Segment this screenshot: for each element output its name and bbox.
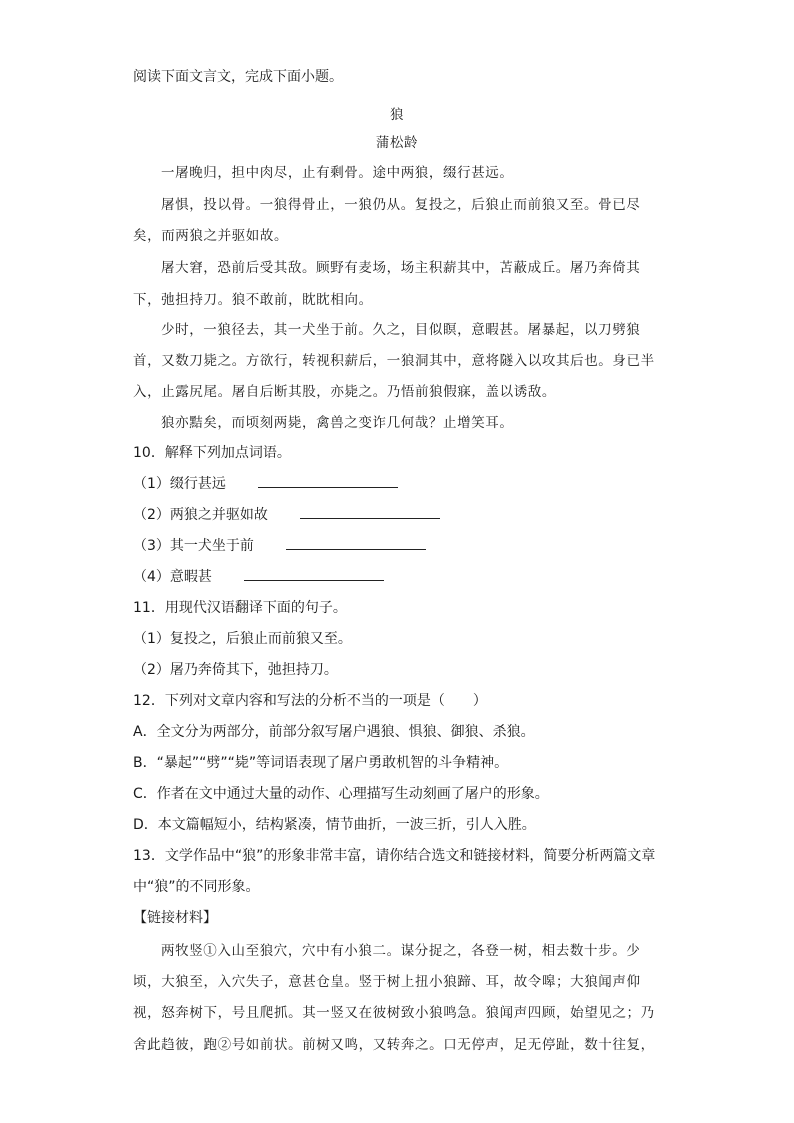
question-10-item [133, 566, 384, 586]
question-13-stem: 13．文学作品中“狼”的形象非常丰富，请你结合选文和链接材料，简要分析两篇文章 [133, 848, 656, 864]
question-12-option-c: C．作者在文中通过大量的动作、心理描写生动刻画了屠户的形象。 [133, 786, 549, 802]
link-material-heading: 【链接材料】 [133, 910, 217, 926]
question-11-stem: 11．用现代汉语翻译下面的句子。 [133, 600, 347, 616]
article-line: 下，弛担持刀。狼不敢前，眈眈相向。 [133, 292, 373, 308]
answer-blank[interactable] [258, 473, 398, 488]
article-line: 入，止露尻尾。屠自后断其股，亦毙之。乃悟前狼假寐，盖以诱敌。 [133, 384, 556, 400]
question-10-stem: 10．解释下列加点词语。 [133, 445, 291, 461]
reading-instruction: 阅读下面文言文，完成下面小题。 [133, 69, 343, 85]
link-material-line: 视，怒奔树下，号且爬抓。其一竖又在彼树致小狼鸣急。狼闻声四顾，始望见之；乃 [133, 1005, 655, 1021]
question-12-option-d: D．本文篇幅短小，结构紧凑，情节曲折，一波三折，引人入胜。 [133, 817, 536, 833]
question-10-item-label: （2）两狼之并驱如故 [133, 507, 268, 523]
question-10-item [133, 535, 426, 555]
question-12-stem: 12．下列对文章内容和写法的分析不当的一项是（ ） [133, 693, 487, 709]
article-title: 狼 [389, 107, 405, 123]
question-13-stem: 中“狼”的不同形象。 [133, 879, 260, 895]
question-10-item-label: （1）缀行甚远 [133, 476, 226, 492]
article-line: 一屠晚归，担中肉尽，止有剩骨。途中两狼，缀行甚远。 [161, 165, 514, 181]
article-line: 少时，一狼径去，其一犬坐于前。久之，目似瞑，意暇甚。屠暴起，以刀劈狼 [161, 322, 641, 338]
question-10-item [133, 473, 398, 493]
question-11-item: （1）复投之，后狼止而前狼又至。 [133, 631, 352, 647]
question-12-option-a: A．全文分为两部分，前部分叙写屠户遇狼、惧狼、御狼、杀狼。 [133, 724, 535, 740]
article-line: 首，又数刀毙之。方欲行，转视积薪后，一狼洞其中，意将隧入以攻其后也。身已半 [133, 353, 655, 369]
article-line: 屠惧，投以骨。一狼得骨止，一狼仍从。复投之，后狼止而前狼又至。骨已尽 [161, 197, 641, 213]
link-material-line: 舍此趋彼，跑②号如前状。前树又鸣，又转奔之。口无停声，足无停趾，数十往复， [133, 1037, 655, 1053]
question-10-item-label: （4）意暇甚 [133, 569, 212, 585]
question-11-item: （2）屠乃奔倚其下，弛担持刀。 [133, 662, 338, 678]
answer-blank[interactable] [244, 566, 384, 581]
answer-blank[interactable] [300, 504, 440, 519]
link-material-line: 两牧竖①入山至狼穴，穴中有小狼二。谋分捉之，各登一树，相去数十步。少 [161, 943, 641, 959]
answer-blank[interactable] [286, 535, 426, 550]
article-line: 狼亦黠矣，而顷刻两毙，禽兽之变诈几何哉？止增笑耳。 [161, 415, 514, 431]
article-author: 蒲松龄 [375, 135, 419, 151]
link-material-line: 顷，大狼至，入穴失子，意甚仓皇。竖于树上扭小狼蹄、耳，故令嗥；大狼闻声仰 [133, 974, 641, 990]
question-12-option-b: B．“暴起”“劈”“毙”等词语表现了屠户勇敢机智的斗争精神。 [133, 755, 509, 771]
article-line: 矣，而两狼之并驱如故。 [133, 228, 289, 244]
question-10-item [133, 504, 440, 524]
article-line: 屠大窘，恐前后受其敌。顾野有麦场，场主积薪其中，苫蔽成丘。屠乃奔倚其 [161, 260, 641, 276]
question-10-item-label: （3）其一犬坐于前 [133, 538, 254, 554]
